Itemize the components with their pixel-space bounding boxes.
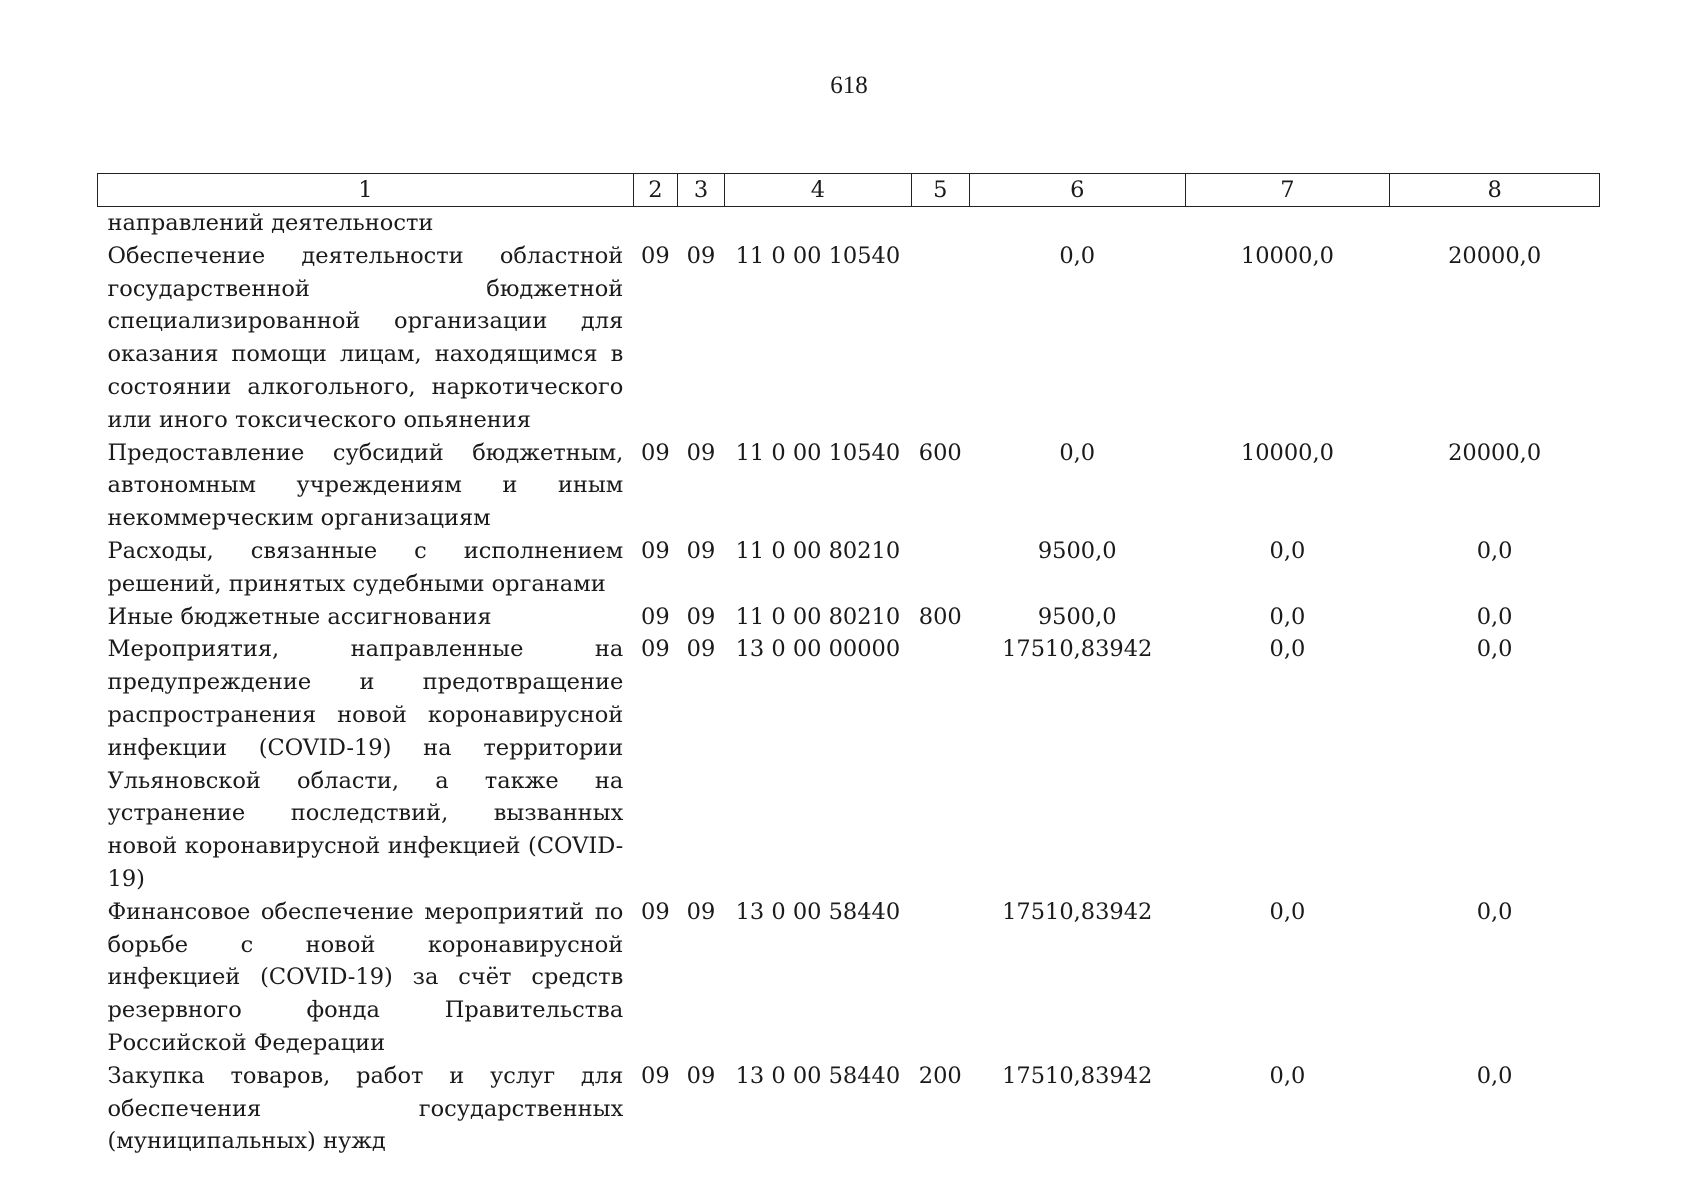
row-amount-col6 bbox=[969, 207, 1185, 240]
row-subsection-code: 09 bbox=[686, 537, 716, 564]
header-col-5: 5 bbox=[911, 174, 969, 207]
row-amount-col8: 0,0 bbox=[1476, 1062, 1513, 1089]
row-amount-col8 bbox=[1390, 207, 1600, 240]
table-row bbox=[98, 633, 1600, 895]
row-amount-col6: 17510,83942 bbox=[1002, 898, 1153, 925]
table-row bbox=[98, 896, 1600, 1060]
row-amount-col6: 17510,83942 bbox=[1002, 636, 1153, 663]
row-description: направлений деятельности bbox=[107, 210, 434, 236]
table-row bbox=[98, 207, 1600, 240]
row-description: Финансовое обеспечение мероприятий по борьбе с новой коронавирусной инфекцией (COVID-19) за счёт средств резервного фонда Правительства Российской Федерации bbox=[107, 898, 624, 1056]
table-row bbox=[98, 240, 1600, 437]
row-section-code: 09 bbox=[641, 1062, 670, 1089]
row-section-code: 09 bbox=[641, 439, 670, 466]
table-row bbox=[98, 437, 1600, 535]
row-amount-col8: 0,0 bbox=[1476, 898, 1513, 925]
row-amount-col6: 9500,0 bbox=[1037, 537, 1117, 564]
row-subsection-code bbox=[677, 207, 724, 240]
table-row bbox=[98, 1060, 1600, 1158]
row-description: Расходы, связанные с исполнением решений, принятых судебными органами bbox=[107, 537, 624, 597]
table-body bbox=[98, 207, 1600, 1159]
row-subsection-code: 09 bbox=[686, 603, 716, 630]
row-section-code: 09 bbox=[641, 603, 670, 630]
row-amount-col8: 0,0 bbox=[1476, 537, 1513, 564]
row-description: Мероприятия, направленные на предупреждение и предотвращение распространения новой коронавирусной инфекции (COVID-19) на территории Ульяновской области, а также на устранение последствий, вызванных новой коронавирусной инфекцией (COVID-19) bbox=[107, 636, 624, 892]
row-expense-type-code bbox=[911, 240, 969, 437]
row-section-code: 09 bbox=[641, 898, 670, 925]
header-row bbox=[98, 174, 1600, 207]
row-target-article-code: 11 0 00 80210 bbox=[735, 537, 901, 564]
row-target-article-code: 11 0 00 10540 bbox=[735, 242, 901, 269]
row-target-article-code: 13 0 00 58440 bbox=[735, 1062, 901, 1089]
row-amount-col6: 0,0 bbox=[1059, 242, 1096, 269]
row-amount-col8: 20000,0 bbox=[1448, 242, 1542, 269]
row-description: Предоставление субсидий бюджетным, автономным учреждениям и иным некоммерческим организациям bbox=[107, 439, 624, 532]
header-col-7: 7 bbox=[1185, 174, 1390, 207]
header-col-8: 8 bbox=[1390, 174, 1600, 207]
row-subsection-code: 09 bbox=[686, 242, 716, 269]
row-amount-col8: 20000,0 bbox=[1448, 439, 1542, 466]
row-amount-col7: 0,0 bbox=[1269, 898, 1306, 925]
page-number: 618 bbox=[830, 72, 868, 99]
budget-table bbox=[97, 173, 1600, 1158]
header-col-6: 6 bbox=[969, 174, 1185, 207]
header-col-2: 2 bbox=[633, 174, 677, 207]
header-col-3: 3 bbox=[677, 174, 724, 207]
row-expense-type-code: 600 bbox=[918, 439, 962, 466]
row-description: Обеспечение деятельности областной государственной бюджетной специализированной организации для оказания помощи лицам, находящимся в состоянии алкогольного, наркотического или иного токсического опьянения bbox=[107, 242, 624, 433]
row-amount-col7: 0,0 bbox=[1269, 1062, 1306, 1089]
row-amount-col7: 0,0 bbox=[1269, 636, 1306, 663]
row-section-code: 09 bbox=[641, 537, 670, 564]
row-subsection-code: 09 bbox=[686, 439, 716, 466]
row-amount-col8: 0,0 bbox=[1476, 636, 1513, 663]
row-amount-col7 bbox=[1185, 207, 1390, 240]
row-description: Закупка товаров, работ и услуг для обеспечения государственных (муниципальных) нужд bbox=[107, 1062, 624, 1155]
row-amount-col6: 17510,83942 bbox=[1002, 1062, 1153, 1089]
row-expense-type-code bbox=[911, 207, 969, 240]
row-amount-col7: 0,0 bbox=[1269, 537, 1306, 564]
header-col-4: 4 bbox=[725, 174, 912, 207]
row-subsection-code: 09 bbox=[686, 1062, 716, 1089]
row-target-article-code: 13 0 00 58440 bbox=[735, 898, 901, 925]
row-expense-type-code: 800 bbox=[918, 603, 962, 630]
row-amount-col6: 0,0 bbox=[1059, 439, 1096, 466]
row-section-code bbox=[633, 207, 677, 240]
row-subsection-code: 09 bbox=[686, 636, 716, 663]
row-amount-col6: 9500,0 bbox=[1037, 603, 1117, 630]
row-expense-type-code bbox=[911, 633, 969, 895]
row-description: Иные бюджетные ассигнования bbox=[107, 603, 492, 630]
row-section-code: 09 bbox=[641, 636, 670, 663]
row-subsection-code: 09 bbox=[686, 898, 716, 925]
row-amount-col7: 0,0 bbox=[1269, 603, 1306, 630]
row-amount-col8: 0,0 bbox=[1476, 603, 1513, 630]
table-row bbox=[98, 535, 1600, 601]
row-amount-col7: 10000,0 bbox=[1240, 242, 1334, 269]
row-section-code: 09 bbox=[641, 242, 670, 269]
table-header bbox=[98, 174, 1600, 207]
row-target-article-code: 11 0 00 80210 bbox=[735, 603, 901, 630]
row-expense-type-code bbox=[911, 535, 969, 601]
row-expense-type-code bbox=[911, 896, 969, 1060]
header-col-1: 1 bbox=[98, 174, 634, 207]
row-amount-col7: 10000,0 bbox=[1240, 439, 1334, 466]
table-row bbox=[98, 601, 1600, 634]
row-target-article-code bbox=[725, 207, 912, 240]
row-expense-type-code: 200 bbox=[918, 1062, 962, 1089]
row-target-article-code: 11 0 00 10540 bbox=[735, 439, 901, 466]
row-target-article-code: 13 0 00 00000 bbox=[735, 636, 901, 663]
